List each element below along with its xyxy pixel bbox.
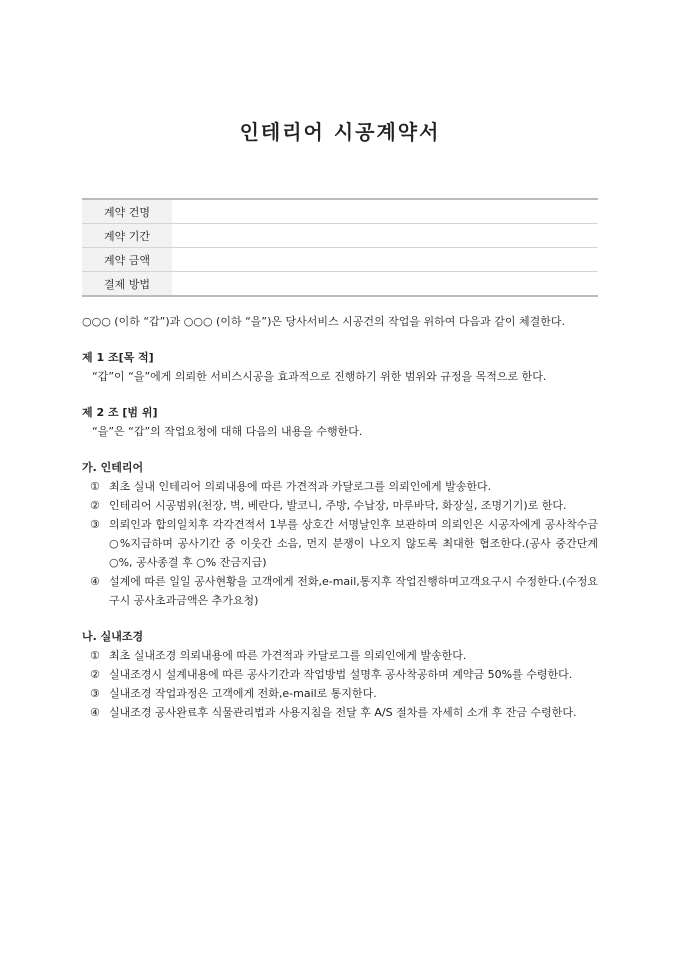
item-number: ①	[90, 649, 100, 662]
item-text: 의뢰인과 합의일치후 각각견적서 1부를 상호간 서명날인후 보관하며 의뢰인은 시공자에게 공사착수금 ○%지급하며 공사기간 중 이웃간 소음, 먼지 분쟁이 나오지 않도록 최대한 협조한다.(공사 중간단계 ○%, 공사종결 후 ○% 잔금지급)	[109, 518, 598, 569]
item-number: ②	[90, 499, 100, 512]
item-number: ④	[90, 706, 100, 719]
section-landscaping-heading: 나. 실내조경	[82, 630, 144, 643]
payment-method-label: 결제 방법	[82, 272, 172, 297]
list-item	[82, 496, 598, 515]
table-row	[82, 224, 598, 248]
item-text: 최초 실내조경 의뢰내용에 따른 가견적과 카달로그를 의뢰인에게 발송한다.	[109, 649, 467, 662]
list-item	[82, 646, 598, 665]
item-number: ④	[90, 575, 100, 588]
list-item	[82, 703, 598, 722]
item-text: 실내조경 공사완료후 식물관리법과 사용지침을 전달 후 A/S 절차를 자세히 소개 후 잔금 수령한다.	[109, 706, 577, 719]
table-row	[82, 272, 598, 297]
intro-paragraph: ○○○ (이하 “갑”)과 ○○○ (이하 “을”)은 당사서비스 시공건의 작업을 위하여 다음과 같이 체결한다.	[82, 315, 566, 328]
contract-body	[82, 312, 598, 739]
item-text: 최초 실내 인테리어 의뢰내용에 따른 가견적과 카달로그를 의뢰인에게 발송한다.	[109, 480, 492, 493]
list-item	[82, 515, 598, 572]
contract-name-label: 계약 건명	[82, 199, 172, 224]
article-1-heading: 제 1 조[목 적]	[82, 351, 154, 364]
section-landscaping-list	[82, 646, 598, 722]
item-text: 설계에 따른 일일 공사현황을 고객에게 전화,e-mail,통지후 작업진행하며고객요구시 수정한다.(수정요구시 공사초과금액은 추가요청)	[109, 575, 598, 607]
table-row	[82, 248, 598, 272]
item-text: 실내조경 작업과정은 고객에게 전화,e-mail로 통지한다.	[109, 687, 377, 700]
contract-amount-value	[172, 248, 598, 272]
item-number: ①	[90, 480, 100, 493]
contract-amount-label: 계약 금액	[82, 248, 172, 272]
table-row	[82, 199, 598, 224]
item-number: ③	[90, 518, 100, 531]
article-2-text: “을”은 “갑”의 작업요청에 대해 다음의 내용을 수행한다.	[92, 425, 363, 438]
contract-name-value	[172, 199, 598, 224]
document-title: 인테리어 시공계약서	[239, 120, 441, 144]
list-item	[82, 684, 598, 703]
article-2-heading: 제 2 조 [범 위]	[82, 406, 158, 419]
list-item	[82, 477, 598, 496]
list-item	[82, 572, 598, 610]
payment-method-value	[172, 272, 598, 297]
item-text: 인테리어 시공범위(천장, 벽, 베란다, 발코니, 주방, 수납장, 마루바닥, 화장실, 조명기기)로 한다.	[109, 499, 567, 512]
section-interior-list	[82, 477, 598, 610]
contract-info-table	[82, 198, 598, 297]
section-interior-heading: 가. 인테리어	[82, 461, 144, 474]
contract-period-label: 계약 기간	[82, 224, 172, 248]
article-1-text: “갑”이 “을”에게 의뢰한 서비스시공을 효과적으로 진행하기 위한 범위와 규정을 목적으로 한다.	[92, 370, 547, 383]
item-number: ③	[90, 687, 100, 700]
list-item	[82, 665, 598, 684]
item-number: ②	[90, 668, 100, 681]
contract-period-value	[172, 224, 598, 248]
item-text: 실내조경시 설계내용에 따른 공사기간과 작업방법 설명후 공사착공하며 계약금 50%를 수령한다.	[109, 668, 573, 681]
